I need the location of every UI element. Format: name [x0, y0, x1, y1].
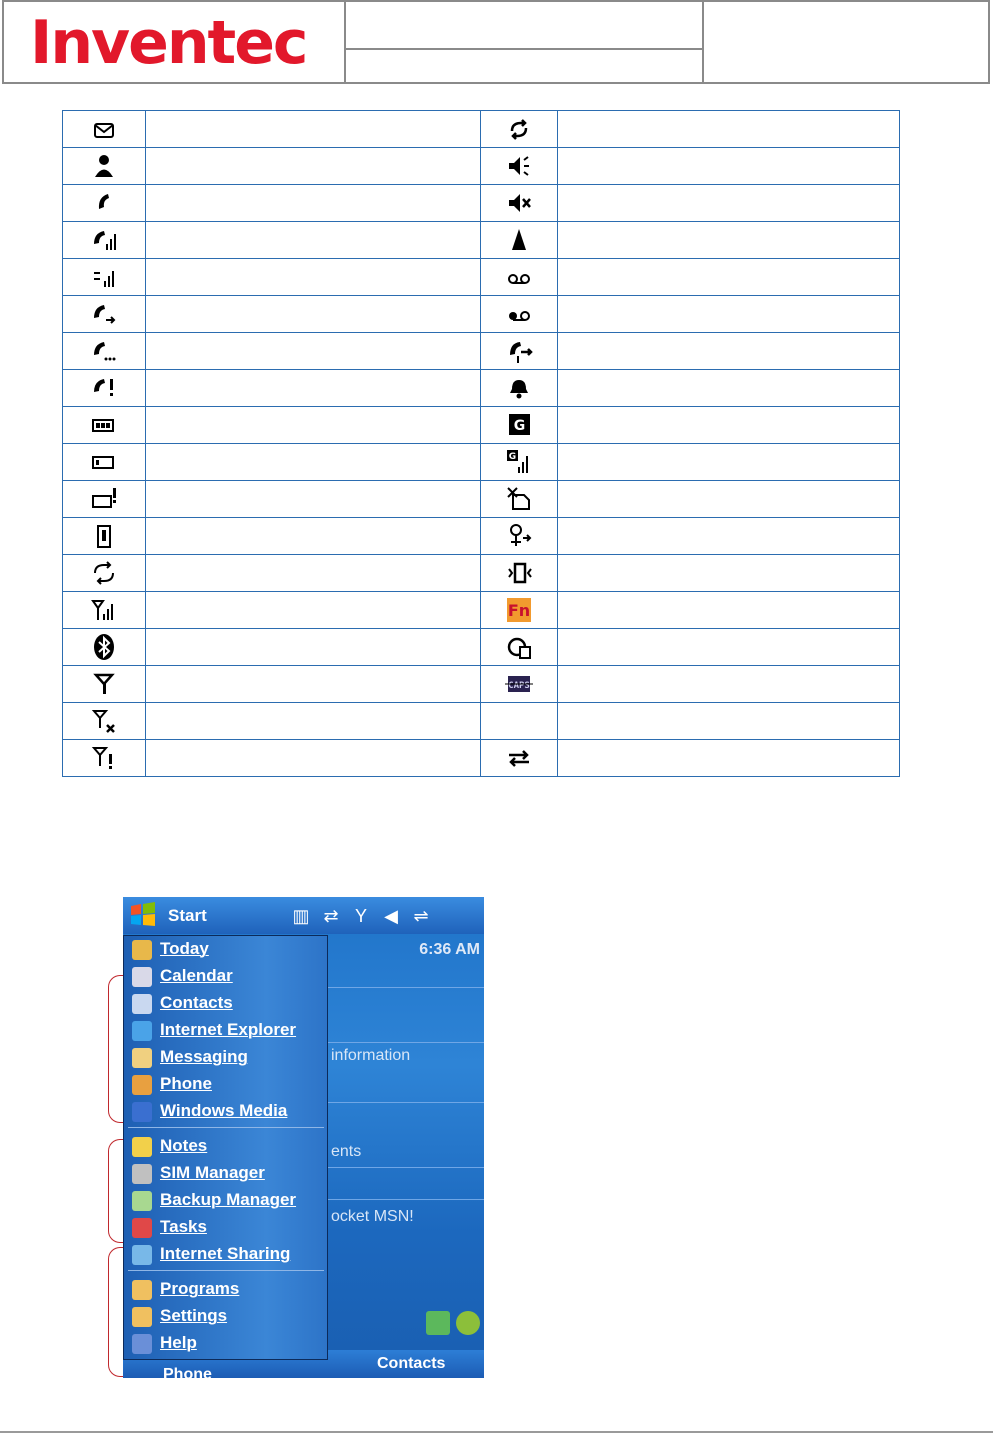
today-owner-info[interactable]: information: [331, 1047, 411, 1064]
today-divider: [328, 1167, 484, 1168]
battery-charging-icon: [90, 522, 118, 550]
start-menu-item-programs[interactable]: [124, 1276, 327, 1303]
group-bracket: [108, 1247, 123, 1377]
start-menu-item-label: SIM Manager: [160, 1163, 265, 1182]
icon-cell: [481, 703, 558, 740]
table-row: [63, 703, 900, 740]
icon-description-cell: [146, 370, 481, 407]
start-menu-item-calendar[interactable]: [124, 963, 327, 990]
notes-icon: [132, 1137, 152, 1157]
table-row: [63, 148, 900, 185]
logo-cell: [4, 2, 346, 82]
windows-media-icon: [132, 1102, 152, 1122]
icon-description-cell: [146, 555, 481, 592]
start-menu-item-internet-sharing[interactable]: [124, 1241, 327, 1268]
start-menu-item-settings[interactable]: [124, 1303, 327, 1330]
icon-description-cell: [558, 222, 900, 259]
start-menu-item-label: Messaging: [160, 1047, 248, 1066]
start-menu-item-phone[interactable]: [124, 1071, 327, 1098]
title-bar: [123, 897, 484, 934]
connection-icon: [90, 559, 118, 587]
speaker-icon[interactable]: ◀: [384, 906, 398, 926]
start-menu-item-label: Windows Media: [160, 1101, 288, 1120]
icon-description-cell: [146, 259, 481, 296]
antenna-icon: [90, 670, 118, 698]
icon-description-cell: [146, 518, 481, 555]
icon-cell: [481, 148, 558, 185]
voicemail-icon: [505, 263, 533, 291]
icon-cell: [63, 259, 146, 296]
speaker-on-icon: [505, 152, 533, 180]
icon-description-cell: [558, 111, 900, 148]
icon-description-cell: [146, 592, 481, 629]
page-header: [2, 0, 990, 84]
icon-description-cell: [146, 444, 481, 481]
today-divider: [328, 1199, 484, 1200]
vibrate-icon: [505, 559, 533, 587]
icon-cell: [63, 703, 146, 740]
icon-cell: [481, 629, 558, 666]
icon-description-cell: [146, 296, 481, 333]
icon-cell: [63, 296, 146, 333]
soft-key-contacts[interactable]: Contacts: [377, 1355, 446, 1372]
start-menu-item-label: Notes: [160, 1136, 208, 1155]
data-transfer-icon: [505, 744, 533, 772]
device-screenshot: [123, 897, 484, 1378]
svg-text:G: G: [513, 418, 526, 434]
icon-cell: [481, 666, 558, 703]
icon-description-cell: [146, 740, 481, 777]
soft-key-phone[interactable]: Phone: [163, 1366, 212, 1378]
alarm-bell-icon: [505, 374, 533, 402]
table-row: [63, 740, 900, 777]
icon-description-cell: [558, 296, 900, 333]
messaging-icon: [90, 115, 118, 143]
call-hold-icon: [90, 337, 118, 365]
start-button[interactable]: Start: [168, 906, 207, 925]
icon-description-cell: [558, 592, 900, 629]
icon-cell: [481, 222, 558, 259]
icon-cell: [481, 296, 558, 333]
header-cell-bottom: [346, 50, 704, 82]
start-menu-item-label: Phone: [160, 1074, 212, 1093]
no-signal-icon: [90, 707, 118, 735]
table-row: [63, 481, 900, 518]
internet-sharing-icon: [132, 1245, 152, 1265]
clock: 6:36 AM: [419, 941, 480, 958]
start-menu-item-label: Internet Sharing: [160, 1244, 291, 1263]
caps-lock-icon: [505, 670, 533, 698]
table-row: [63, 222, 900, 259]
svg-text:Fn: Fn: [507, 601, 531, 620]
sync-icon[interactable]: [426, 1311, 450, 1335]
icon-description-cell: [146, 185, 481, 222]
table-row: [63, 518, 900, 555]
group-bracket: [108, 1139, 123, 1243]
connection-icon[interactable]: ⇌: [413, 906, 429, 926]
today-divider: [328, 1042, 484, 1043]
table-row: [63, 185, 900, 222]
roaming-icon: [505, 337, 533, 365]
signal-error-icon: [90, 744, 118, 772]
start-menu-item-label: Tasks: [160, 1217, 207, 1236]
icon-description-cell: [558, 259, 900, 296]
icon-description-cell: [558, 666, 900, 703]
speaker-muted-icon: [505, 189, 533, 217]
icon-description-cell: [558, 370, 900, 407]
today-appointments[interactable]: ents: [331, 1143, 362, 1160]
start-menu-item-internet-explorer[interactable]: [124, 1017, 327, 1044]
table-row: [63, 296, 900, 333]
icon-cell: [63, 518, 146, 555]
svg-text:G: G: [508, 452, 517, 462]
icon-description-cell: [146, 481, 481, 518]
backup-manager-icon: [132, 1191, 152, 1211]
phone-handset-icon: [90, 189, 118, 217]
icon-description-cell: [146, 148, 481, 185]
settings-icon: [132, 1307, 152, 1327]
icon-cell: [481, 259, 558, 296]
programs-icon: [132, 1280, 152, 1300]
icon-cell: [63, 222, 146, 259]
icon-description-cell: [558, 481, 900, 518]
icon-description-cell: [558, 629, 900, 666]
icon-cell: [481, 740, 558, 777]
table-row: [63, 333, 900, 370]
icon-cell: [63, 444, 146, 481]
headset-icon: [505, 633, 533, 661]
icon-description-cell: [146, 111, 481, 148]
icon-cell: [63, 407, 146, 444]
start-menu-item-label: Help: [160, 1333, 197, 1352]
today-divider: [328, 1102, 484, 1103]
menu-separator: [128, 1127, 324, 1128]
start-menu-item-label: Backup Manager: [160, 1190, 297, 1209]
call-forward-icon: [90, 300, 118, 328]
menu-separator: [128, 1270, 324, 1271]
data-transfer-icon[interactable]: ⇄: [323, 906, 339, 926]
calendar-icon: [132, 967, 152, 987]
icon-cell: [63, 185, 146, 222]
ringer-icon: [505, 226, 533, 254]
start-menu-item-sim-manager[interactable]: [124, 1160, 327, 1187]
icon-cell: [63, 333, 146, 370]
today-icon: [132, 940, 152, 960]
table-row: [63, 370, 900, 407]
start-menu: [123, 935, 328, 1360]
icon-description-cell: [558, 148, 900, 185]
header-cell-top: [346, 2, 704, 50]
icon-cell: [481, 370, 558, 407]
icon-description-cell: [558, 407, 900, 444]
company-logo: Inventec: [30, 8, 307, 78]
missed-call-icon: [90, 374, 118, 402]
icon-cell: [481, 444, 558, 481]
start-menu-item-label: Calendar: [160, 966, 233, 985]
icon-cell: [63, 629, 146, 666]
icon-cell: [63, 555, 146, 592]
start-menu-item-today[interactable]: [124, 936, 327, 963]
icon-description-cell: [146, 629, 481, 666]
icon-cell: [481, 555, 558, 592]
sync-icon: [505, 115, 533, 143]
table-row: [63, 592, 900, 629]
icon-cell: [63, 592, 146, 629]
icon-cell: [63, 111, 146, 148]
messaging-icon: [132, 1048, 152, 1068]
icon-description-cell: [558, 740, 900, 777]
table-row: [63, 555, 900, 592]
help-icon: [132, 1334, 152, 1354]
icon-description-cell: [558, 444, 900, 481]
contact-icon: [90, 152, 118, 180]
start-menu-item-backup-manager[interactable]: [124, 1187, 327, 1214]
table-row: [63, 111, 900, 148]
icon-description-cell: [558, 555, 900, 592]
signal-strength-icon: [90, 596, 118, 624]
icon-cell: [481, 333, 558, 370]
icon-description-cell: [558, 518, 900, 555]
start-menu-item-label: Programs: [160, 1279, 240, 1298]
contacts-icon: [132, 994, 152, 1014]
icon-cell: [481, 518, 558, 555]
no-sim-icon: [505, 485, 533, 513]
fn-key-icon: [505, 596, 533, 624]
icon-description-cell: [146, 222, 481, 259]
icon-description-cell: [146, 333, 481, 370]
start-menu-item-windows-media[interactable]: [124, 1098, 327, 1125]
start-menu-item-help[interactable]: [124, 1330, 327, 1357]
icon-cell: [63, 370, 146, 407]
icon-cell: [481, 481, 558, 518]
today-divider: [328, 987, 484, 988]
icon-cell: [481, 592, 558, 629]
table-row: [63, 407, 900, 444]
start-menu-item-messaging[interactable]: [124, 1044, 327, 1071]
group-bracket: [108, 975, 123, 1123]
system-tray: [289, 905, 433, 927]
status-icon-table: [62, 110, 900, 777]
bluetooth-icon: [90, 633, 118, 661]
globe-icon[interactable]: [456, 1311, 480, 1335]
windows-flag-icon[interactable]: [129, 902, 157, 928]
icon-cell: [63, 148, 146, 185]
battery-full-icon: [90, 411, 118, 439]
start-menu-item-label: Contacts: [160, 993, 233, 1012]
gprs-icon: [505, 411, 533, 439]
table-row: [63, 444, 900, 481]
today-msn[interactable]: ocket MSN!: [331, 1208, 414, 1225]
voicemail-new-icon: [505, 300, 533, 328]
icon-cell: [481, 185, 558, 222]
icon-description-cell: [146, 703, 481, 740]
gprs-signal-icon: [505, 448, 533, 476]
antenna-icon[interactable]: Y: [354, 906, 367, 926]
icon-cell: [63, 481, 146, 518]
phone-icon: [132, 1075, 152, 1095]
speakerphone-icon: [505, 522, 533, 550]
icon-cell: [63, 666, 146, 703]
icon-description-cell: [558, 703, 900, 740]
start-menu-item-label: Settings: [160, 1306, 228, 1325]
barcode-icon[interactable]: ▥: [292, 906, 310, 926]
icon-description-cell: [146, 666, 481, 703]
start-menu-item-tasks[interactable]: [124, 1214, 327, 1241]
phone-signal-icon: [90, 226, 118, 254]
tasks-icon: [132, 1218, 152, 1238]
phone-transfer-signal-icon: [90, 263, 118, 291]
start-menu-item-contacts[interactable]: [124, 990, 327, 1017]
table-row: [63, 259, 900, 296]
start-menu-item-notes[interactable]: [124, 1133, 327, 1160]
icon-description-cell: [146, 407, 481, 444]
table-row: [63, 629, 900, 666]
svg-text:CAPS: CAPS: [508, 681, 530, 691]
icon-description-cell: [558, 185, 900, 222]
icon-cell: [63, 740, 146, 777]
battery-warning-icon: [90, 485, 118, 513]
start-menu-item-label: Today: [160, 939, 209, 958]
battery-low-icon: [90, 448, 118, 476]
internet-explorer-icon: [132, 1021, 152, 1041]
icon-cell: [481, 111, 558, 148]
sim-manager-icon: [132, 1164, 152, 1184]
table-row: [63, 666, 900, 703]
icon-cell: [481, 407, 558, 444]
icon-description-cell: [558, 333, 900, 370]
start-menu-item-label: Internet Explorer: [160, 1020, 297, 1039]
